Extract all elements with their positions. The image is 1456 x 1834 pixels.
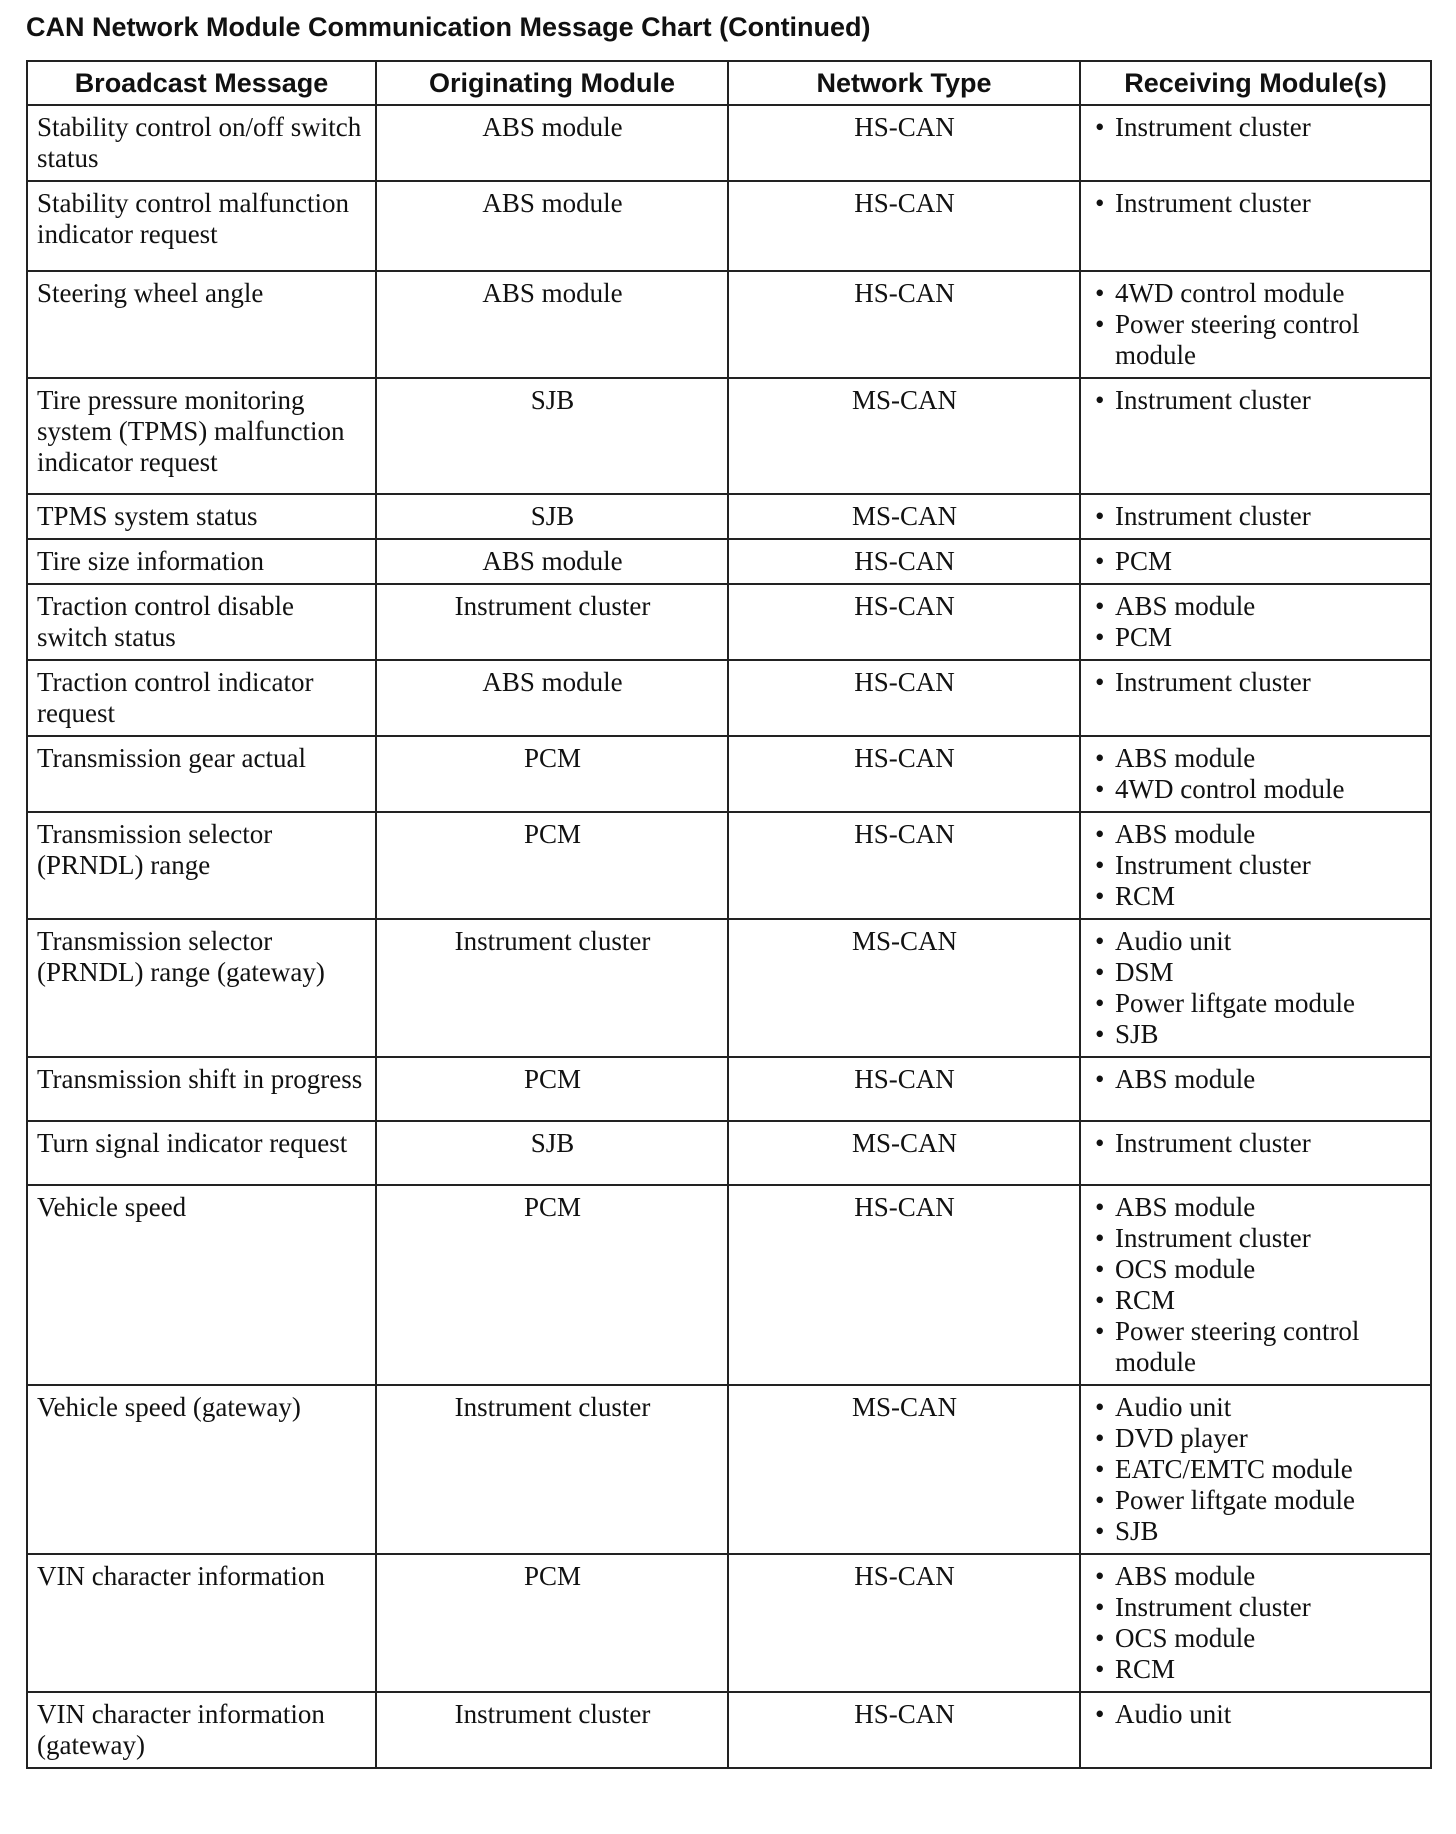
table-body xyxy=(27,105,1431,1768)
receiving-module-item: • Instrument cluster xyxy=(1090,1128,1422,1159)
receiving-module-item: • Instrument cluster xyxy=(1090,112,1422,143)
receiving-modules-cell xyxy=(1080,494,1431,539)
network-type-cell: MS-CAN xyxy=(728,494,1080,539)
receiving-module-item: • Audio unit xyxy=(1090,1699,1422,1730)
chart-title: CAN Network Module Communication Message Chart (Continued) xyxy=(26,12,871,42)
receiving-module-list xyxy=(1090,591,1422,653)
message-chart-table xyxy=(26,60,1432,1769)
receiving-module-item: • ABS module xyxy=(1090,1064,1422,1095)
originating-module-cell: ABS module xyxy=(376,539,728,584)
receiving-module-item: • Power steering control module xyxy=(1090,1316,1422,1378)
broadcast-message-cell: VIN character information xyxy=(27,1554,376,1692)
receiving-module-list xyxy=(1090,743,1422,805)
receiving-module-item: • Instrument cluster xyxy=(1090,1223,1422,1254)
receiving-module-item: • Instrument cluster xyxy=(1090,188,1422,219)
table-row xyxy=(27,812,1431,919)
table-row xyxy=(27,271,1431,378)
broadcast-message-cell: Transmission shift in progress xyxy=(27,1057,376,1121)
receiving-module-item: • RCM xyxy=(1090,1285,1422,1316)
header-network-type: Network Type xyxy=(728,61,1080,105)
receiving-module-item: • Audio unit xyxy=(1090,1392,1422,1423)
broadcast-message-cell: Traction control indicator request xyxy=(27,660,376,736)
network-type-cell: HS-CAN xyxy=(728,181,1080,271)
table-row xyxy=(27,1121,1431,1185)
receiving-modules-cell xyxy=(1080,660,1431,736)
receiving-modules-cell xyxy=(1080,1692,1431,1768)
originating-module-cell: ABS module xyxy=(376,105,728,181)
network-type-cell: MS-CAN xyxy=(728,1121,1080,1185)
network-type-cell: HS-CAN xyxy=(728,736,1080,812)
originating-module-cell: ABS module xyxy=(376,660,728,736)
receiving-modules-cell xyxy=(1080,181,1431,271)
broadcast-message-cell: Transmission selector (PRNDL) range xyxy=(27,812,376,919)
broadcast-message-cell: Vehicle speed xyxy=(27,1185,376,1385)
broadcast-message-cell: VIN character information (gateway) xyxy=(27,1692,376,1768)
table-row xyxy=(27,1554,1431,1692)
receiving-module-list xyxy=(1090,112,1422,143)
network-type-cell: HS-CAN xyxy=(728,660,1080,736)
receiving-module-item: • Instrument cluster xyxy=(1090,667,1422,698)
receiving-module-item: • Instrument cluster xyxy=(1090,1592,1422,1623)
originating-module-cell: Instrument cluster xyxy=(376,1385,728,1554)
broadcast-message-cell: Steering wheel angle xyxy=(27,271,376,378)
receiving-module-item: • 4WD control module xyxy=(1090,278,1422,309)
originating-module-cell: ABS module xyxy=(376,271,728,378)
receiving-module-item: • Power liftgate module xyxy=(1090,1485,1422,1516)
table-row xyxy=(27,181,1431,271)
network-type-cell: HS-CAN xyxy=(728,584,1080,660)
receiving-module-list xyxy=(1090,1561,1422,1685)
receiving-modules-cell xyxy=(1080,1185,1431,1385)
network-type-cell: HS-CAN xyxy=(728,271,1080,378)
network-type-cell: HS-CAN xyxy=(728,1554,1080,1692)
receiving-module-item: • DSM xyxy=(1090,957,1422,988)
originating-module-cell: PCM xyxy=(376,812,728,919)
broadcast-message-cell: Stability control malfunction indicator request xyxy=(27,181,376,271)
receiving-module-item: • 4WD control module xyxy=(1090,774,1422,805)
originating-module-cell: Instrument cluster xyxy=(376,1692,728,1768)
receiving-module-list xyxy=(1090,926,1422,1050)
header-row xyxy=(27,61,1431,105)
receiving-modules-cell xyxy=(1080,539,1431,584)
receiving-module-item: • Instrument cluster xyxy=(1090,850,1422,881)
receiving-module-item: • DVD player xyxy=(1090,1423,1422,1454)
receiving-module-list xyxy=(1090,1392,1422,1547)
receiving-module-item: • EATC/EMTC module xyxy=(1090,1454,1422,1485)
network-type-cell: MS-CAN xyxy=(728,919,1080,1057)
receiving-module-item: • Instrument cluster xyxy=(1090,385,1422,416)
receiving-module-item: • SJB xyxy=(1090,1019,1422,1050)
receiving-modules-cell xyxy=(1080,378,1431,494)
originating-module-cell: Instrument cluster xyxy=(376,584,728,660)
receiving-modules-cell xyxy=(1080,1385,1431,1554)
broadcast-message-cell: Traction control disable switch status xyxy=(27,584,376,660)
receiving-modules-cell xyxy=(1080,1057,1431,1121)
table-row xyxy=(27,584,1431,660)
receiving-modules-cell xyxy=(1080,271,1431,378)
table-row xyxy=(27,1385,1431,1554)
table-row xyxy=(27,660,1431,736)
originating-module-cell: SJB xyxy=(376,1121,728,1185)
network-type-cell: HS-CAN xyxy=(728,1185,1080,1385)
receiving-module-item: • RCM xyxy=(1090,1654,1422,1685)
originating-module-cell: PCM xyxy=(376,1185,728,1385)
receiving-modules-cell xyxy=(1080,1554,1431,1692)
table-row xyxy=(27,1185,1431,1385)
receiving-modules-cell xyxy=(1080,736,1431,812)
receiving-module-item: • ABS module xyxy=(1090,1561,1422,1592)
network-type-cell: HS-CAN xyxy=(728,105,1080,181)
table-row xyxy=(27,1692,1431,1768)
header-originating-module: Originating Module xyxy=(376,61,728,105)
receiving-module-list xyxy=(1090,278,1422,371)
network-type-cell: HS-CAN xyxy=(728,812,1080,919)
table-row xyxy=(27,494,1431,539)
originating-module-cell: Instrument cluster xyxy=(376,919,728,1057)
receiving-module-item: • Power liftgate module xyxy=(1090,988,1422,1019)
receiving-modules-cell xyxy=(1080,105,1431,181)
broadcast-message-cell: Vehicle speed (gateway) xyxy=(27,1385,376,1554)
originating-module-cell: PCM xyxy=(376,1057,728,1121)
table-row xyxy=(27,378,1431,494)
broadcast-message-cell: Transmission gear actual xyxy=(27,736,376,812)
receiving-module-item: • ABS module xyxy=(1090,591,1422,622)
receiving-module-list xyxy=(1090,501,1422,532)
table-row xyxy=(27,105,1431,181)
receiving-module-item: • RCM xyxy=(1090,881,1422,912)
table-row xyxy=(27,1057,1431,1121)
receiving-module-item: • PCM xyxy=(1090,546,1422,577)
receiving-module-list xyxy=(1090,819,1422,912)
receiving-module-item: • PCM xyxy=(1090,622,1422,653)
originating-module-cell: PCM xyxy=(376,1554,728,1692)
network-type-cell: HS-CAN xyxy=(728,1057,1080,1121)
header-broadcast-message: Broadcast Message xyxy=(27,61,376,105)
receiving-module-list xyxy=(1090,667,1422,698)
receiving-module-item: • SJB xyxy=(1090,1516,1422,1547)
receiving-module-item: • Audio unit xyxy=(1090,926,1422,957)
network-type-cell: HS-CAN xyxy=(728,1692,1080,1768)
receiving-module-item: • ABS module xyxy=(1090,1192,1422,1223)
receiving-module-item: • OCS module xyxy=(1090,1623,1422,1654)
receiving-module-list xyxy=(1090,1699,1422,1730)
receiving-modules-cell xyxy=(1080,919,1431,1057)
broadcast-message-cell: Stability control on/off switch status xyxy=(27,105,376,181)
receiving-modules-cell xyxy=(1080,584,1431,660)
broadcast-message-cell: Transmission selector (PRNDL) range (gateway) xyxy=(27,919,376,1057)
network-type-cell: MS-CAN xyxy=(728,378,1080,494)
receiving-module-item: • Instrument cluster xyxy=(1090,501,1422,532)
receiving-module-item: • ABS module xyxy=(1090,743,1422,774)
receiving-modules-cell xyxy=(1080,812,1431,919)
table-row xyxy=(27,736,1431,812)
receiving-module-list xyxy=(1090,385,1422,416)
receiving-module-item: • ABS module xyxy=(1090,819,1422,850)
header-receiving-modules: Receiving Module(s) xyxy=(1080,61,1431,105)
broadcast-message-cell: Turn signal indicator request xyxy=(27,1121,376,1185)
originating-module-cell: SJB xyxy=(376,494,728,539)
receiving-module-item: • OCS module xyxy=(1090,1254,1422,1285)
receiving-modules-cell xyxy=(1080,1121,1431,1185)
originating-module-cell: PCM xyxy=(376,736,728,812)
receiving-module-list xyxy=(1090,1192,1422,1378)
table-row xyxy=(27,919,1431,1057)
broadcast-message-cell: Tire size information xyxy=(27,539,376,584)
broadcast-message-cell: TPMS system status xyxy=(27,494,376,539)
broadcast-message-cell: Tire pressure monitoring system (TPMS) malfunction indicator request xyxy=(27,378,376,494)
originating-module-cell: ABS module xyxy=(376,181,728,271)
receiving-module-list xyxy=(1090,546,1422,577)
receiving-module-list xyxy=(1090,1064,1422,1095)
originating-module-cell: SJB xyxy=(376,378,728,494)
table-row xyxy=(27,539,1431,584)
network-type-cell: MS-CAN xyxy=(728,1385,1080,1554)
receiving-module-list xyxy=(1090,1128,1422,1159)
receiving-module-item: • Power steering control module xyxy=(1090,309,1422,371)
network-type-cell: HS-CAN xyxy=(728,539,1080,584)
receiving-module-list xyxy=(1090,188,1422,219)
